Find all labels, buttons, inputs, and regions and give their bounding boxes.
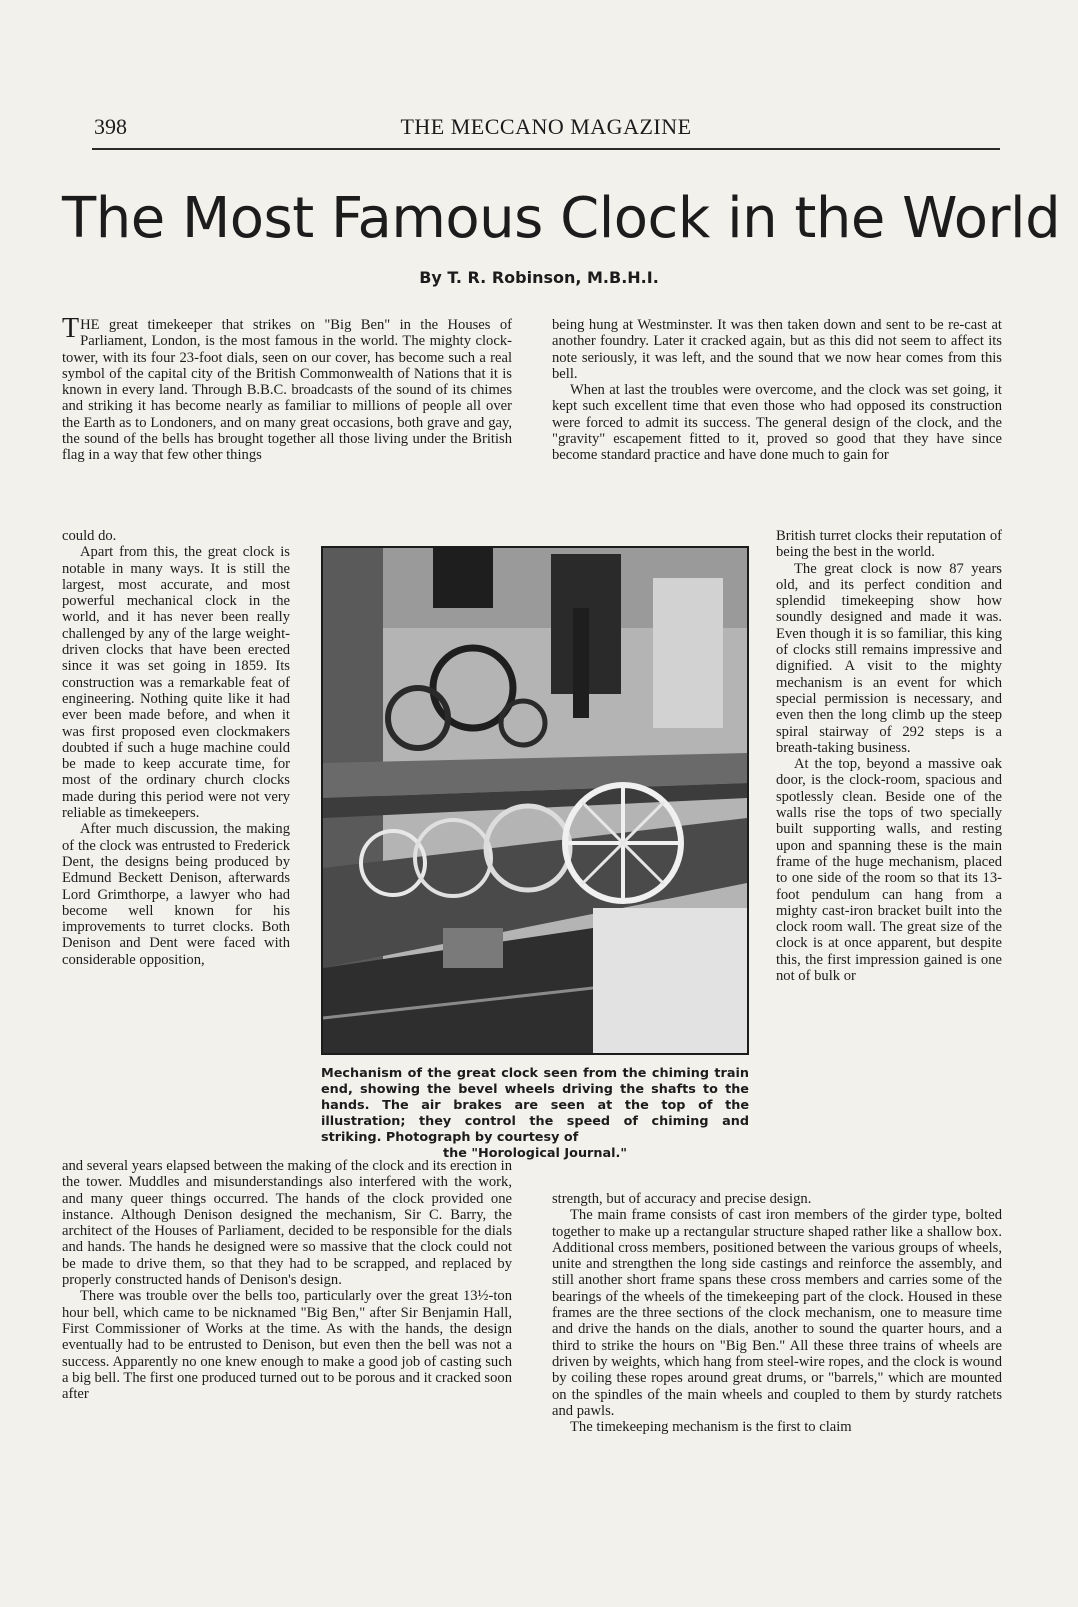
- clock-mechanism-photo: [321, 546, 749, 1055]
- caption-credit: the "Horological Journal.": [442, 1146, 628, 1161]
- article-byline: By T. R. Robinson, M.B.H.I.: [419, 268, 659, 287]
- article-title: The Most Famous Clock in the World: [62, 186, 1061, 251]
- paragraph: There was trouble over the bells too, particularly over the great 13½-ton hour bell, which came to be nicknamed "Big Ben," after Sir Benjamin Hall, First Commissioner of Works at the time. As with the hands, the design eventually had to be entrusted to Denison, but even then the bell was not a success. Apparently no one knew enough to make a good job of casting such a big bell. The first one produced turned out to be porous and it cracked soon after: [62, 1288, 512, 1403]
- paragraph: After much discussion, the making of the clock was entrusted to Frederick Dent, the designs being produced by Edmund Beckett Denison, afterwards Lord Grimthorpe, a lawyer who had become well known for his improvements to turret clocks. Both Denison and Dent were faced with considerable opposition,: [62, 821, 290, 968]
- paragraph: The timekeeping mechanism is the first to claim: [570, 1419, 852, 1436]
- paragraph: THE great timekeeper that strikes on "Big Ben" in the Houses of Parliament, London, is the most famous in the world. The mighty clock-tower, with its four 23-foot dials, seen on our cover, has become such a real symbol of the capital city of the British Commonwealth of Nations that it is known in every land. Through B.B.C. broadcasts of the sound of its chimes and striking it has become nearly as familiar to millions of people all over the Earth as to Londoners, and on many great occasions, both grave and gay, the sound of the bells has brought together all those living under the British flag in a way that few other things: [62, 313, 512, 464]
- paragraph: strength, but of accuracy and precise design.: [552, 1191, 812, 1207]
- paragraph: At the top, beyond a massive oak door, is the clock-room, spacious and spotlessly clean. Beside one of the walls rise the tops of two specially built supporting walls, and resting upon and spanning these is the main frame of the huge mechanism, placed to one side of the room so that its 13-foot pendulum can hang from a mighty cast-iron bracket built into the clock room wall. The great size of the clock is at once apparent, but despite this, the first impression gained is one not of bulk or: [776, 756, 1002, 985]
- paragraph: Apart from this, the great clock is notable in many ways. It is still the largest, most accurate, and most powerful mechanical clock in the world, and it has never been really challenged by any of the large weight-driven clocks that have been erected since it was set going in 1859. Its construction was a remarkable feat of engineering. Nothing quite like it had ever been made before, and when it was first proposed even clockmakers doubted if such a huge machine could be made to keep accurate time, for most of the ordinary church clocks made during this period were not very reliable as timekeepers.: [62, 544, 290, 822]
- paragraph: British turret clocks their reputation of being the best in the world.: [776, 528, 1002, 561]
- paragraph: and several years elapsed between the making of the clock and its erection in the tower. Muddles and misunderstandings also interfered with the work, and many queer things occurred. The hands of the clock provided one instance. Although Denison designed the mechanism, Sir C. Barry, the architect of the Houses of Parliament, decided to be responsible for the dials and hands. The hands he designed were so massive that the clock could not be made to drive them, so that they had to be scrapped, and replaced by properly constructed hands of Denison's design.: [62, 1158, 512, 1289]
- paragraph: could do.: [62, 528, 117, 544]
- left-column-bottom: [62, 1158, 512, 1402]
- caption-text: Mechanism of the great clock seen from the chiming train end, showing the bevel wheels driving the shafts to the hands. The air brakes are seen at the top of the illustration; they control the speed of chiming and striking. Photograph by courtesy of: [321, 1066, 749, 1145]
- right-column-bottom: [552, 1191, 1002, 1435]
- running-head: THE MECCANO MAGAZINE: [400, 114, 692, 139]
- paragraph: being hung at Westminster. It was then taken down and sent to be re-cast at another foundry. Later it cracked again, but as this did not seem to affect its note seriously, it was left, and the sound that we now hear comes from this bell.: [552, 317, 1002, 382]
- page-number: 398: [94, 114, 127, 139]
- left-column-top: [62, 313, 512, 464]
- left-column-narrow: [62, 528, 290, 968]
- paragraph: When at last the troubles were overcome, and the clock was set going, it kept such excellent time that even those who had opposed its construction were forced to admit its success. The general design of the clock, and the "gravity" escapement fitted to it, proved so good that they have since become standard practice and have done much to gain for: [552, 382, 1002, 464]
- paragraph: The great clock is now 87 years old, and its perfect condition and splendid timekeeping show how soundly designed and made it was. Even though it is so familiar, this king of clocks still remains impressive and dignified. A visit to the mighty mechanism is an event for which special permission is necessary, and even then the long climb up the steep spiral stairway of 292 steps is a breath-taking business.: [776, 560, 1002, 756]
- right-column-narrow: [776, 528, 1002, 984]
- page-header: [92, 112, 1000, 150]
- figure-caption: [321, 1066, 749, 1162]
- right-column-top: [552, 317, 1002, 464]
- paragraph: The main frame consists of cast iron members of the girder type, bolted together to make up a rectangular structure shaped rather like a shallow box. Additional cross members, positioned between the various groups of wheels, unite and strengthen the long side castings and reinforce the assembly, and still another short frame spans these cross members and carries some of the bearings of the wheels of the timekeeping part of the clock. Housed in these frames are the three sections of the clock mechanism, one to measure time and drive the hands on the dials, another to sound the quarter hours, and a third to strike the hours on "Big Ben." All these three trains of wheels are driven by weights, which hang from steel-wire ropes, and the clock is wound by coiling these ropes around great drums, or "barrels," which are mounted on the spindles of the main wheels and coupled to them by sturdy ratchets and pawls.: [552, 1207, 1002, 1419]
- clock-mechanism-illustration: [323, 548, 747, 1053]
